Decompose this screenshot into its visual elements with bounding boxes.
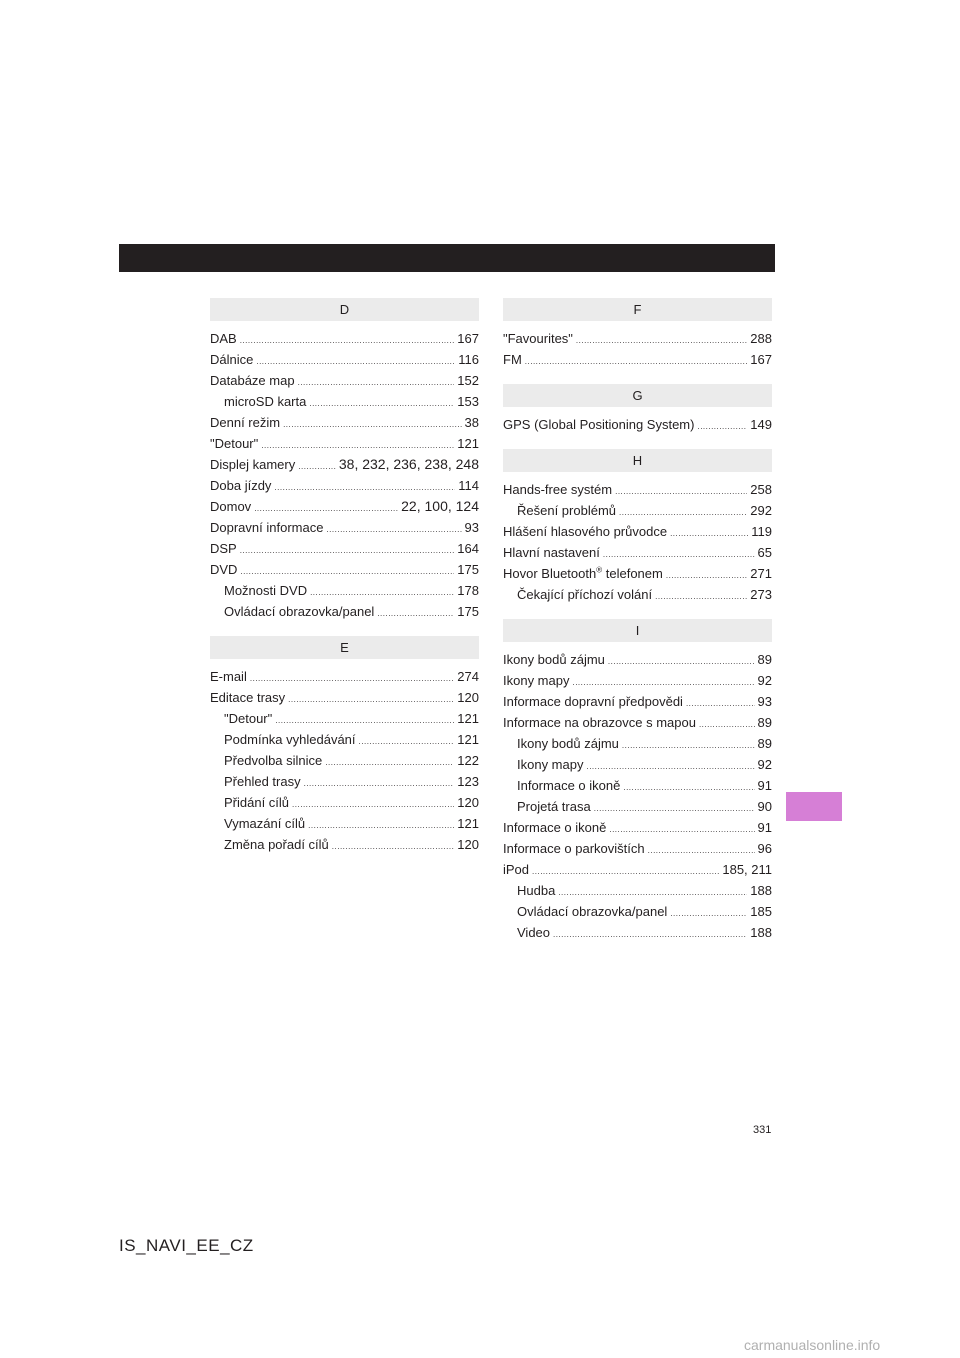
entry-term <box>210 454 295 475</box>
entry-term <box>224 391 306 412</box>
index-subentry <box>210 750 479 771</box>
entry-term-text: Ikony mapy <box>517 757 584 772</box>
index-entry <box>210 328 479 349</box>
entry-pages: 121 <box>457 816 479 831</box>
entry-pages: 188 <box>750 883 772 898</box>
entry-term-text: Projetá trasa <box>517 799 591 814</box>
entry-term <box>517 733 619 754</box>
index-entry <box>503 859 772 880</box>
entry-term-text: Ikony bodů zájmu <box>503 652 605 667</box>
entry-term-text: Ikony mapy <box>503 673 570 688</box>
entry-pages: 89 <box>757 736 772 751</box>
entry-term-text: Řešení problémů <box>517 503 616 518</box>
index-subentry <box>210 391 479 412</box>
entry-term <box>224 834 329 855</box>
watermark: carmanualsonline.info <box>744 1337 881 1353</box>
dot-leader <box>261 435 454 454</box>
entry-term <box>503 328 573 349</box>
entry-term <box>224 792 289 813</box>
index-entry <box>210 475 479 496</box>
dot-leader <box>325 752 454 771</box>
index-entry <box>210 538 479 559</box>
entry-term-text: Dálnice <box>210 352 254 367</box>
entry-term <box>517 922 550 943</box>
index-entry <box>210 349 479 370</box>
header-bar <box>119 244 775 272</box>
entry-term <box>503 649 605 670</box>
entry-term <box>224 729 356 750</box>
page-number: 331 <box>753 1124 772 1136</box>
index-subentry <box>210 813 479 834</box>
index-entry <box>210 412 479 433</box>
entry-term-text: Podmínka vyhledávání <box>224 732 356 747</box>
entry-term-text: Informace o ikoně <box>503 820 607 835</box>
section-heading: I <box>503 619 772 642</box>
entry-term-text: Ikony bodů zájmu <box>517 736 619 751</box>
entry-pages: 273 <box>750 587 772 602</box>
entry-pages: 38, 232, 236, 238, 248 <box>338 456 479 472</box>
entry-term-text: "Detour" <box>210 436 259 451</box>
entry-pages: 149 <box>750 417 772 432</box>
index-subentry <box>210 771 479 792</box>
entry-term-text: Hands-free systém <box>503 482 613 497</box>
dot-leader <box>525 351 748 370</box>
dot-leader <box>553 924 747 943</box>
index-subentry <box>210 834 479 855</box>
entry-term-text: microSD karta <box>224 394 307 409</box>
entry-term <box>224 580 307 601</box>
entry-pages: 65 <box>757 545 772 560</box>
entry-pages: 175 <box>457 604 479 619</box>
dot-leader <box>326 519 461 538</box>
dot-leader <box>240 561 454 580</box>
dot-leader <box>699 714 755 733</box>
entry-term <box>503 838 645 859</box>
entry-term-text: Ovládací obrazovka/panel <box>517 904 668 919</box>
entry-pages: 89 <box>757 652 772 667</box>
dot-leader <box>377 603 454 622</box>
entry-term <box>224 750 322 771</box>
index-column-left <box>210 298 479 855</box>
dot-leader <box>648 840 755 859</box>
index-entry <box>210 370 479 391</box>
dot-leader <box>275 710 454 729</box>
dot-leader <box>310 582 454 601</box>
entry-term <box>210 538 237 559</box>
index-subentry <box>503 775 772 796</box>
entry-pages: 121 <box>457 732 479 747</box>
entry-term <box>210 412 280 433</box>
entry-term <box>503 712 696 733</box>
dot-leader <box>619 502 747 521</box>
entry-term-text: GPS (Global Positioning System) <box>503 417 695 432</box>
entry-term <box>517 754 583 775</box>
dot-leader <box>283 414 461 433</box>
index-subentry <box>503 880 772 901</box>
entry-pages: 175 <box>457 562 479 577</box>
dot-leader <box>576 330 747 349</box>
entry-pages: 153 <box>457 394 479 409</box>
index-subentry <box>210 708 479 729</box>
index-entry <box>503 479 772 500</box>
section-heading: F <box>503 298 772 321</box>
entry-term-text: Hlášení hlasového průvodce <box>503 524 668 539</box>
dot-leader <box>298 456 336 475</box>
entry-term-text: Databáze map <box>210 373 295 388</box>
entry-term-text: Vymazání cílů <box>224 816 306 831</box>
entry-pages: 93 <box>757 694 772 709</box>
entry-pages: 120 <box>457 837 479 852</box>
entry-pages: 271 <box>750 566 772 581</box>
entry-term <box>517 775 620 796</box>
entry-term <box>517 901 667 922</box>
entry-pages: 122 <box>457 753 479 768</box>
entry-pages: 123 <box>457 774 479 789</box>
dot-leader <box>240 330 455 349</box>
entry-term <box>517 584 652 605</box>
entry-term-text: DAB <box>210 331 237 346</box>
dot-leader <box>615 481 747 500</box>
dot-leader <box>609 819 754 838</box>
entry-term <box>503 691 683 712</box>
document-code: IS_NAVI_EE_CZ <box>119 1236 254 1255</box>
entry-pages: 167 <box>750 352 772 367</box>
dot-leader <box>697 416 747 435</box>
entry-term-text: Možnosti DVD <box>224 583 308 598</box>
entry-term <box>210 433 258 454</box>
entry-pages: 93 <box>464 520 479 535</box>
entry-term-text: FM <box>503 352 522 367</box>
dot-leader <box>288 689 454 708</box>
entry-term-text: Informace dopravní předpovědi <box>503 694 683 709</box>
index-subentry <box>210 792 479 813</box>
entry-term-text: Hovor Bluetooth <box>503 566 597 581</box>
index-entry <box>503 521 772 542</box>
entry-pages: 121 <box>457 436 479 451</box>
dot-leader <box>655 586 747 605</box>
entry-term-text: Domov <box>210 499 252 514</box>
index-entry <box>503 817 772 838</box>
entry-term <box>503 521 667 542</box>
dot-leader <box>686 693 755 712</box>
dot-leader <box>308 815 454 834</box>
index-entry <box>503 670 772 691</box>
dot-leader <box>250 668 454 687</box>
entry-term <box>503 817 606 838</box>
entry-term-text: DSP <box>210 541 237 556</box>
dot-leader <box>274 477 455 496</box>
index-entry <box>210 666 479 687</box>
index-entry <box>503 649 772 670</box>
entry-pages: 185, 211 <box>722 862 772 877</box>
entry-pages: 185 <box>750 904 772 919</box>
dot-leader <box>670 523 748 542</box>
entry-term <box>210 517 323 538</box>
entry-pages: 89 <box>757 715 772 730</box>
entry-term <box>503 859 529 880</box>
index-subentry <box>210 729 479 750</box>
entry-term-text: E-mail <box>210 669 247 684</box>
entry-term-text: Ovládací obrazovka/panel <box>224 604 375 619</box>
registered-mark: ® <box>596 565 603 575</box>
entry-term-text: iPod <box>503 862 530 877</box>
entry-term-text: Předvolba silnice <box>224 753 323 768</box>
dot-leader <box>256 351 455 370</box>
entry-pages: 91 <box>757 820 772 835</box>
entry-term <box>503 479 612 500</box>
entry-term-text: telefonem <box>602 566 663 581</box>
index-column-right <box>503 298 772 943</box>
entry-term <box>517 880 555 901</box>
dot-leader <box>608 651 755 670</box>
dot-leader <box>670 903 747 922</box>
dot-leader <box>603 544 755 563</box>
entry-term <box>503 414 694 435</box>
entry-term-text: Denní režim <box>210 415 281 430</box>
entry-term-text: Přehled trasy <box>224 774 301 789</box>
dot-leader <box>304 773 455 792</box>
index-entry <box>503 838 772 859</box>
index-subentry <box>210 580 479 601</box>
entry-term-text: Změna pořadí cílů <box>224 837 329 852</box>
entry-pages: 92 <box>757 757 772 772</box>
index-subentry <box>503 584 772 605</box>
entry-term <box>503 349 522 370</box>
entry-term-text: Doba jízdy <box>210 478 272 493</box>
index-entry <box>210 496 479 517</box>
entry-term-text: Přidání cílů <box>224 795 290 810</box>
dot-leader <box>666 565 747 584</box>
entry-pages: 119 <box>751 524 772 539</box>
entry-pages: 92 <box>757 673 772 688</box>
entry-term-text: "Detour" <box>224 711 273 726</box>
dot-leader <box>594 798 755 817</box>
entry-pages: 167 <box>457 331 479 346</box>
index-entry <box>503 563 772 584</box>
entry-term <box>210 559 237 580</box>
entry-term <box>503 563 663 584</box>
entry-pages: 114 <box>458 478 479 493</box>
entry-term <box>503 542 600 563</box>
dot-leader <box>332 836 455 855</box>
entry-pages: 292 <box>750 503 772 518</box>
entry-pages: 288 <box>750 331 772 346</box>
entry-term-text: Informace o parkovištích <box>503 841 645 856</box>
section-heading: H <box>503 449 772 472</box>
entry-term <box>503 670 569 691</box>
index-entry <box>210 517 479 538</box>
entry-pages: 91 <box>757 778 772 793</box>
entry-term-text: Informace na obrazovce s mapou <box>503 715 696 730</box>
dot-leader <box>240 540 455 559</box>
section-heading: E <box>210 636 479 659</box>
dot-leader <box>586 756 754 775</box>
entry-term-text: Dopravní informace <box>210 520 324 535</box>
entry-term <box>224 813 305 834</box>
entry-pages: 258 <box>750 482 772 497</box>
dot-leader <box>309 393 454 412</box>
index-entry <box>503 328 772 349</box>
entry-pages: 120 <box>457 690 479 705</box>
dot-leader <box>572 672 754 691</box>
index-entry <box>503 349 772 370</box>
entry-pages: 38 <box>464 415 479 430</box>
dot-leader <box>292 794 454 813</box>
entry-term-text: DVD <box>210 562 238 577</box>
entry-pages: 90 <box>757 799 772 814</box>
dot-leader <box>622 735 755 754</box>
section-tab-marker <box>786 792 842 821</box>
entry-term-text: Informace o ikoně <box>517 778 621 793</box>
index-entry <box>503 414 772 435</box>
entry-term <box>210 328 237 349</box>
index-subentry <box>210 601 479 622</box>
index-subentry <box>503 796 772 817</box>
entry-pages: 120 <box>457 795 479 810</box>
index-entry <box>210 559 479 580</box>
dot-leader <box>532 861 719 880</box>
index-entry <box>503 691 772 712</box>
dot-leader <box>359 731 455 750</box>
index-entry <box>503 712 772 733</box>
entry-pages: 274 <box>457 669 479 684</box>
index-entry <box>503 542 772 563</box>
entry-term <box>210 349 253 370</box>
entry-term <box>224 708 272 729</box>
section-heading: G <box>503 384 772 407</box>
entry-term-text: "Favourites" <box>503 331 573 346</box>
entry-term <box>517 500 616 521</box>
dot-leader <box>298 372 455 391</box>
index-subentry <box>503 754 772 775</box>
index-entry <box>210 433 479 454</box>
entry-term <box>210 370 295 391</box>
entry-term <box>210 475 271 496</box>
entry-term <box>224 771 301 792</box>
entry-term <box>224 601 374 622</box>
index-entry <box>210 454 479 475</box>
entry-pages: 152 <box>457 373 479 388</box>
entry-term-text: Čekající příchozí volání <box>517 587 653 602</box>
entry-term-text: Hlavní nastavení <box>503 545 600 560</box>
index-subentry <box>503 901 772 922</box>
entry-term <box>210 687 285 708</box>
index-subentry <box>503 922 772 943</box>
entry-term-text: Video <box>517 925 551 940</box>
entry-term-text: Editace trasy <box>210 690 286 705</box>
entry-term-text: Hudba <box>517 883 556 898</box>
index-subentry <box>503 500 772 521</box>
entry-pages: 96 <box>757 841 772 856</box>
entry-pages: 116 <box>458 352 479 367</box>
entry-pages: 121 <box>457 711 479 726</box>
index-entry <box>210 687 479 708</box>
entry-term <box>517 796 591 817</box>
entry-pages: 164 <box>457 541 479 556</box>
section-heading: D <box>210 298 479 321</box>
entry-pages: 22, 100, 124 <box>401 498 479 514</box>
entry-pages: 178 <box>457 583 479 598</box>
index-subentry <box>503 733 772 754</box>
entry-term-text: Displej kamery <box>210 457 296 472</box>
entry-pages: 188 <box>750 925 772 940</box>
dot-leader <box>623 777 754 796</box>
dot-leader <box>558 882 747 901</box>
entry-term <box>210 666 247 687</box>
dot-leader <box>254 498 398 517</box>
entry-term <box>210 496 251 517</box>
